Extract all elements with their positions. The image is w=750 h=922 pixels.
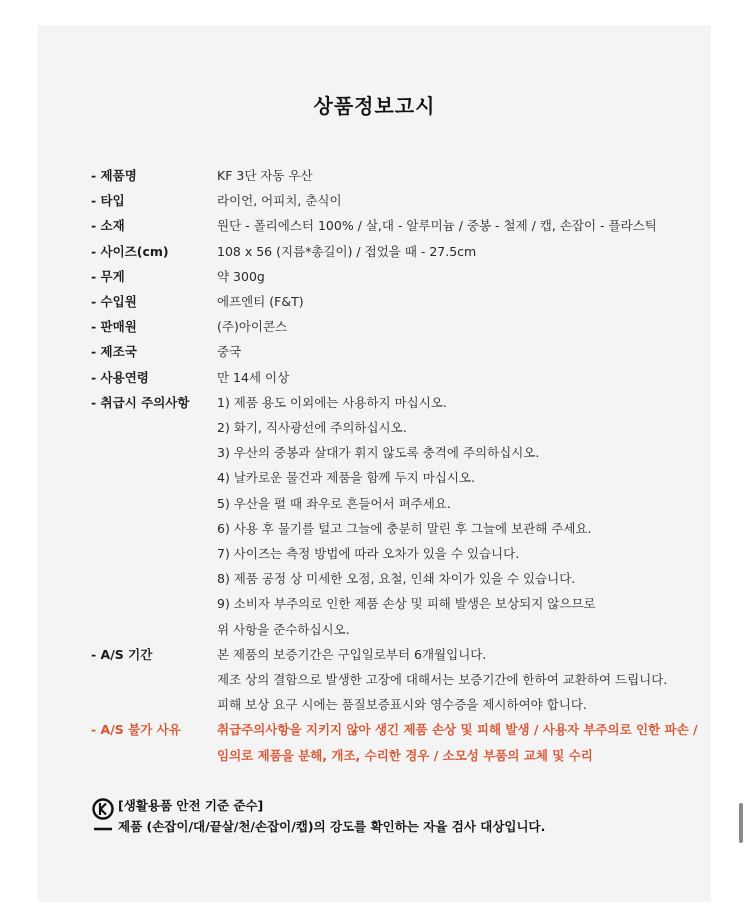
- safety-notice: [91, 795, 691, 839]
- info-row-value-line: 피해 보상 요구 시에는 품질보증표시와 영수증을 제시하여야 합니다.: [217, 697, 587, 713]
- info-row-value: [217, 289, 701, 314]
- info-row: [91, 213, 701, 238]
- info-row: [91, 289, 701, 314]
- info-row-label: - 제조국: [91, 344, 137, 360]
- info-row: [91, 339, 701, 364]
- info-row-label: - A/S 불가 사유: [91, 722, 181, 738]
- info-row-value-line: 제조 상의 결함으로 발생한 고장에 대해서는 보증기간에 한하여 교환하여 드립니다.: [217, 672, 668, 688]
- info-row-value-line: 중국: [217, 344, 242, 360]
- info-row-value-line: KF 3단 자동 우산: [217, 168, 313, 183]
- info-row-value-line: 원단 - 폴리에스터 100% / 살,대 - 알루미늄 / 중봉 - 철제 / 캡, 손잡이 - 플라스틱: [217, 218, 657, 234]
- info-row: [91, 365, 701, 390]
- info-row-value-line: 8) 제품 공정 상 미세한 오점, 요철, 인쇄 차이가 있을 수 있습니다.: [217, 571, 576, 587]
- info-row: [91, 239, 701, 264]
- info-row-value: [217, 642, 701, 718]
- info-row: [91, 163, 701, 188]
- info-row-value: [217, 264, 701, 289]
- product-info-table: [91, 163, 701, 768]
- info-row: [91, 390, 701, 642]
- info-row: [91, 264, 701, 289]
- info-row-value-line: 위 사항을 준수하십시오.: [217, 621, 350, 637]
- info-row-label: - 수입원: [91, 294, 137, 310]
- info-row-label: - 사용연령: [91, 369, 149, 385]
- info-row-value-line: 취급주의사항을 지키지 않아 생긴 제품 손상 및 피해 발생 / 사용자 부주의로 인한 파손 /: [217, 722, 698, 738]
- safety-description: 제품 (손잡이/대/끝살/천/손잡이/캡)의 강도를 확인하는 자율 검사 대상입니다.: [118, 819, 546, 834]
- info-row-value-line: 에프엔티 (F&T): [217, 294, 304, 310]
- info-row-value: [217, 188, 701, 213]
- info-row: [91, 314, 701, 339]
- info-row-value: [217, 339, 701, 364]
- product-info-panel: [38, 25, 711, 902]
- info-row-value: [217, 213, 701, 238]
- info-row-value-line: 1) 제품 용도 이외에는 사용하지 마십시오.: [217, 394, 447, 410]
- safety-heading: [생활용품 안전 기준 준수]: [118, 798, 264, 813]
- info-row-value-line: 108 x 56 (지름*총길이) / 접었을 때 - 27.5cm: [217, 243, 477, 259]
- info-row-label: - 사이즈(cm): [91, 243, 169, 259]
- info-row-label: - 취급시 주의사항: [91, 394, 190, 410]
- info-row-value: [217, 314, 701, 339]
- info-row-value-line: 라이언, 어피치, 춘식이: [217, 193, 342, 209]
- kc-certification-icon: [91, 797, 115, 833]
- info-row-value-line: 9) 소비자 부주의로 인한 제품 손상 및 피해 발생은 보상되지 않으므로: [217, 596, 596, 612]
- info-row-value-line: 3) 우산의 중봉과 살대가 휘지 않도록 충격에 주의하십시오.: [217, 445, 540, 461]
- scrollbar-thumb[interactable]: [739, 803, 743, 843]
- info-row-value-line: 4) 날카로운 물건과 제품을 함께 두지 마십시오.: [217, 470, 475, 486]
- info-row-label: - 무게: [91, 268, 125, 284]
- info-row-value-line: 6) 사용 후 물기를 털고 그늘에 충분히 말린 후 그늘에 보관해 주세요.: [217, 520, 592, 536]
- info-row-value-line: (주)아이콘스: [217, 319, 288, 335]
- info-row-value: [217, 390, 701, 642]
- info-row-value: [217, 163, 701, 188]
- info-row-label: - 타입: [91, 193, 125, 209]
- info-row-value-line: 7) 사이즈는 측정 방법에 따라 오차가 있을 수 있습니다.: [217, 546, 520, 562]
- info-row-value-line: 임의로 제품을 분해, 개조, 수리한 경우 / 소모성 부품의 교체 및 수리: [217, 747, 593, 763]
- info-row-label: - 제품명: [91, 168, 137, 183]
- info-row-value-line: 약 300g: [217, 268, 265, 284]
- info-row-value: [217, 239, 701, 264]
- info-row-value: [217, 717, 701, 767]
- info-row-value-line: 5) 우산을 펼 때 좌우로 흔들어서 펴주세요.: [217, 495, 451, 511]
- info-row-label: - 소재: [91, 218, 125, 234]
- info-row-label: - A/S 기간: [91, 646, 153, 662]
- info-row-value: [217, 365, 701, 390]
- info-row-value-line: 본 제품의 보증기간은 구입일로부터 6개월입니다.: [217, 646, 487, 662]
- info-row: [91, 717, 701, 767]
- info-row-value-line: 2) 화기, 직사광선에 주의하십시오.: [217, 420, 407, 436]
- info-row-value-line: 만 14세 이상: [217, 369, 290, 385]
- info-row: [91, 642, 701, 718]
- info-row-label: - 판매원: [91, 319, 137, 335]
- page-title: 상품정보고시: [313, 94, 436, 118]
- info-row: [91, 188, 701, 213]
